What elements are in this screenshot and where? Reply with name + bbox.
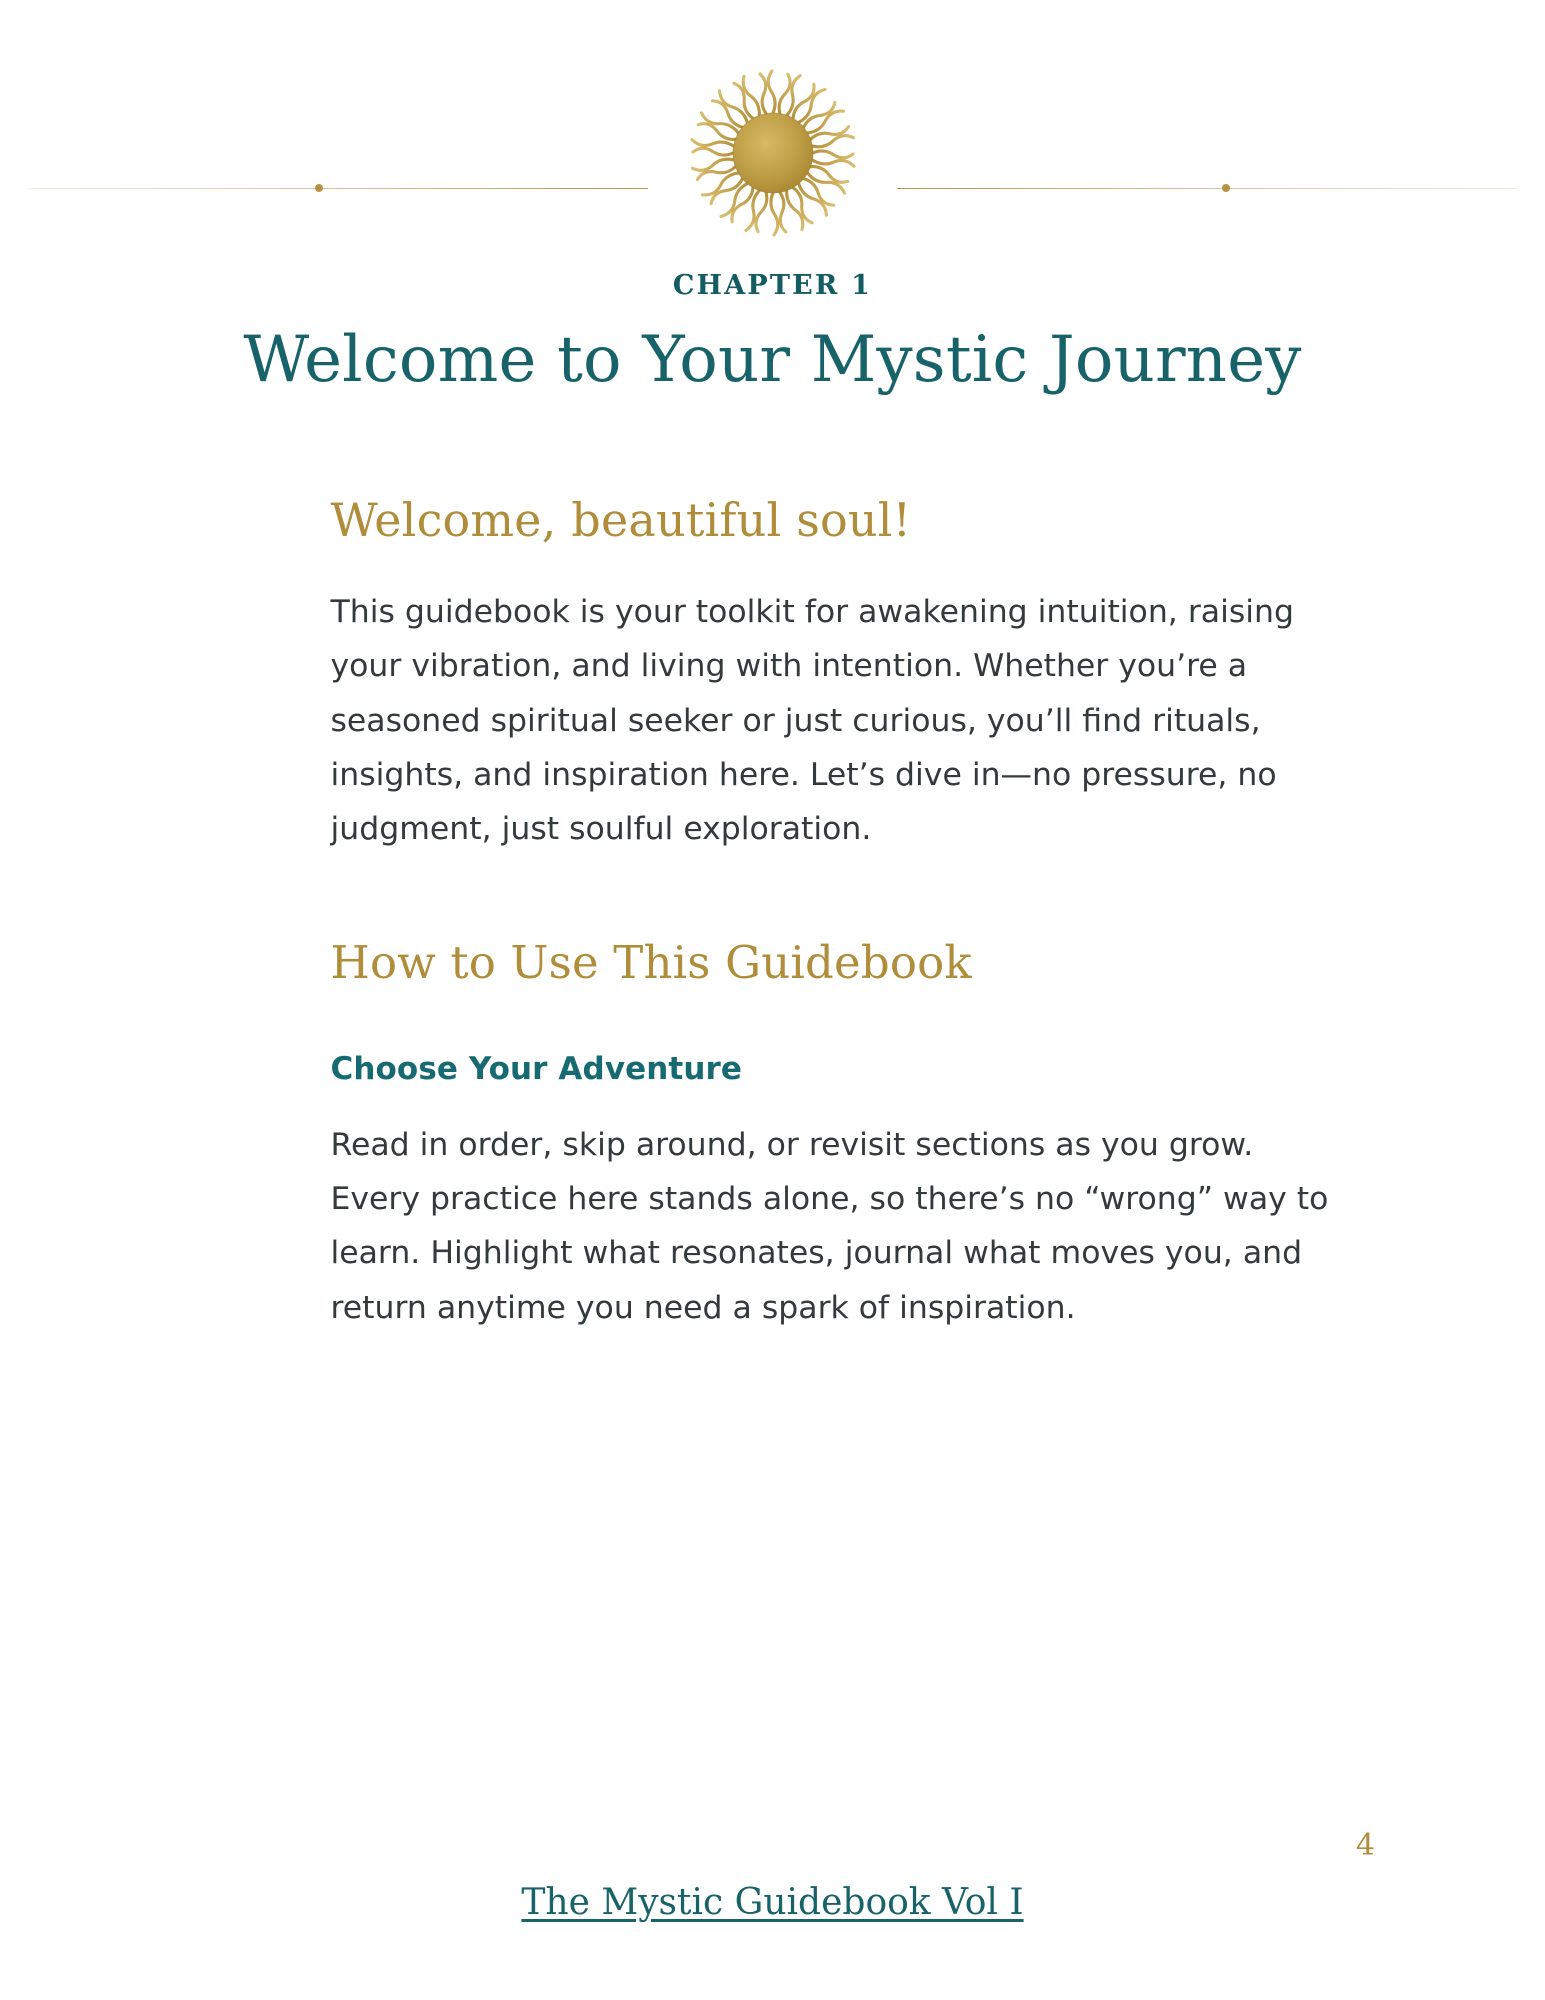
ornament-rule-right <box>897 188 1517 189</box>
chapter-label: CHAPTER 1 <box>672 270 873 301</box>
section-body-welcome: This guidebook is your toolkit for awakening intuition, raising your vibration, and living with intention. Whether you’re a seasoned spiritual seeker or just curious, you’ll find rituals, insights, and inspiration here. Let’s dive in—no pressure, no judgment, just soulful exploration. <box>330 594 1294 847</box>
subheading-choose-your-adventure: Choose Your Adventure <box>330 1051 743 1088</box>
section-heading-welcome: Welcome, beautiful soul! <box>330 493 912 547</box>
document-content <box>0 270 1545 1335</box>
page-number: 4 <box>1355 1828 1375 1863</box>
footer <box>0 1882 1545 1923</box>
footer-title-link[interactable]: The Mystic Guidebook Vol I <box>521 1882 1024 1923</box>
section-body-how-to-use: Read in order, skip around, or revisit sections as you grow. Every practice here stands alone, so there’s no “wrong” way to learn. Highlight what resonates, journal what moves you, and return anytime you need a spark of inspiration. <box>330 1127 1329 1326</box>
section-heading-how-to-use: How to Use This Guidebook <box>330 936 972 990</box>
ornament-dot-left <box>315 184 323 192</box>
sun-ornament-icon <box>678 58 868 248</box>
ornament-dot-right <box>1222 184 1230 192</box>
page-title: Welcome to Your Mystic Journey <box>243 323 1302 397</box>
header-ornament <box>0 40 1545 225</box>
ornament-rule-left <box>28 188 648 189</box>
body-column <box>173 493 1373 1335</box>
